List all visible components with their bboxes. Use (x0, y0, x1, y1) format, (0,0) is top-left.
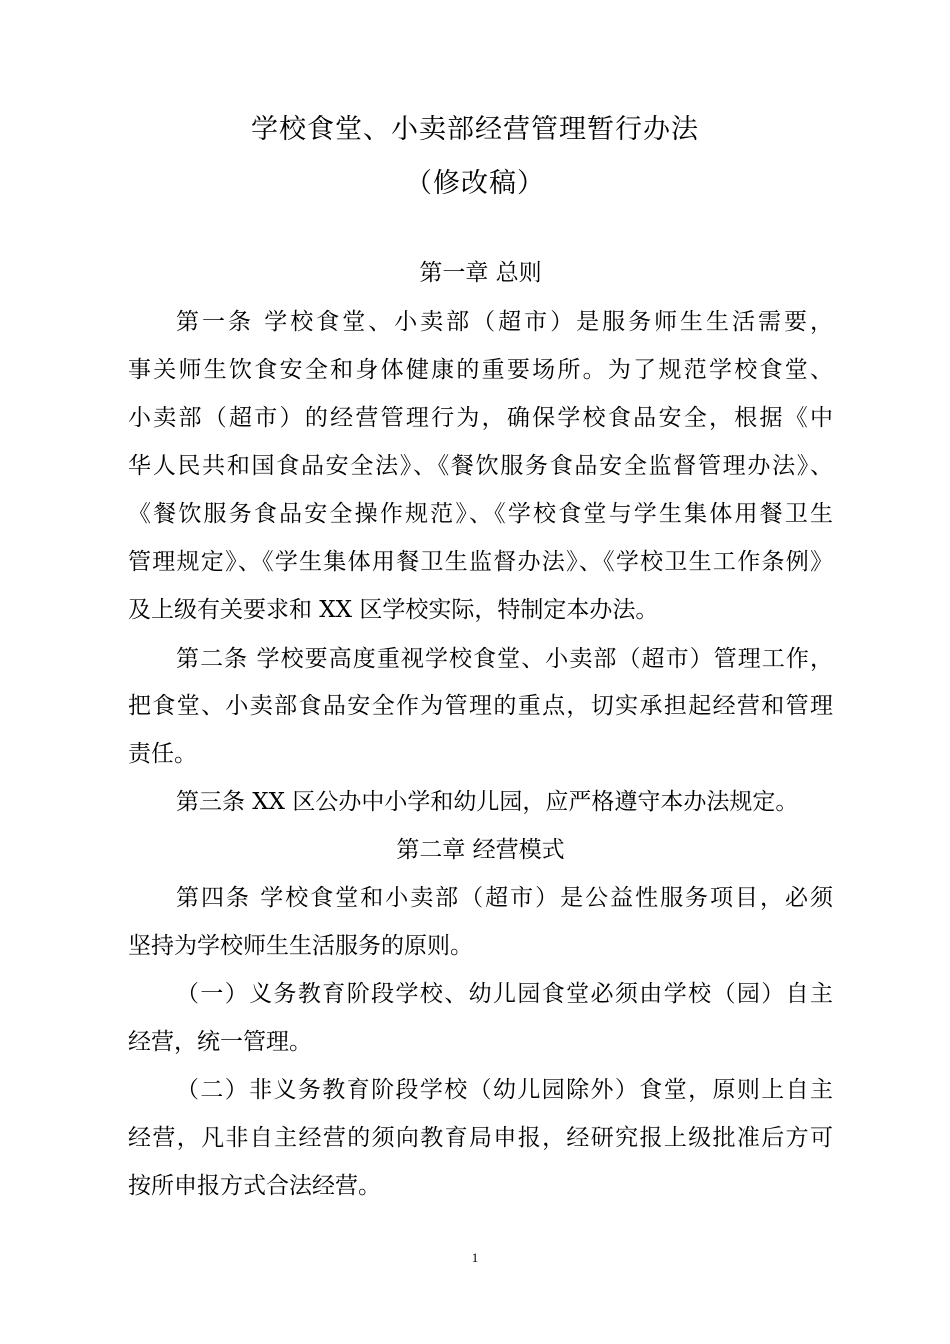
paragraph-line: 事关师生饮食安全和身体健康的重要场所。为了规范学校食堂、 (128, 357, 833, 383)
paragraph-line: （一）义务教育阶段学校、幼儿园食堂必须由学校（园）自主 (176, 981, 833, 1007)
paragraph-line: 第一条 学校食堂、小卖部（超市）是服务师生生活需要， (176, 309, 833, 335)
document-title: 学校食堂、小卖部经营管理暂行办法 (251, 114, 699, 145)
chapter-heading: 第一章 总则 (419, 260, 542, 286)
page-number: 1 (471, 1250, 479, 1265)
paragraph-line: 及上级有关要求和 XX 区学校实际，特制定本办法。 (128, 597, 659, 623)
paragraph-line: （二）非义务教育阶段学校（幼儿园除外）食堂，原则上自主 (176, 1077, 833, 1103)
paragraph-line: 第三条 XX 区公办中小学和幼儿园，应严格遵守本办法规定。 (176, 789, 799, 815)
paragraph-line: 经营，统一管理。 (128, 1029, 312, 1055)
paragraph-line: 坚持为学校师生生活服务的原则。 (128, 933, 473, 959)
paragraph-line: 按所申报方式合法经营。 (128, 1173, 381, 1199)
paragraph-line: 《餐饮服务食品安全操作规范》、《学校食堂与学生集体用餐卫生 (128, 501, 833, 527)
paragraph-line: 小卖部（超市）的经营管理行为，确保学校食品安全，根据《中 (128, 405, 833, 431)
paragraph-line: 经营，凡非自主经营的须向教育局申报，经研究报上级批准后方可 (128, 1125, 833, 1151)
paragraph-line: 华人民共和国食品安全法》、《餐饮服务食品安全监督管理办法》、 (128, 453, 833, 479)
paragraph-line: 第二条 学校要高度重视学校食堂、小卖部（超市）管理工作， (176, 646, 833, 672)
paragraph-line: 第四条 学校食堂和小卖部（超市）是公益性服务项目，必须 (176, 885, 833, 911)
paragraph-line: 把食堂、小卖部食品安全作为管理的重点，切实承担起经营和管理 (128, 693, 833, 719)
document-subtitle: （修改稿） (405, 168, 545, 199)
chapter-heading: 第二章 经营模式 (396, 837, 565, 863)
paragraph-line: 管理规定》、《学生集体用餐卫生监督办法》、《学校卫生工作条例》 (128, 549, 833, 575)
paragraph-line: 责任。 (128, 741, 197, 767)
